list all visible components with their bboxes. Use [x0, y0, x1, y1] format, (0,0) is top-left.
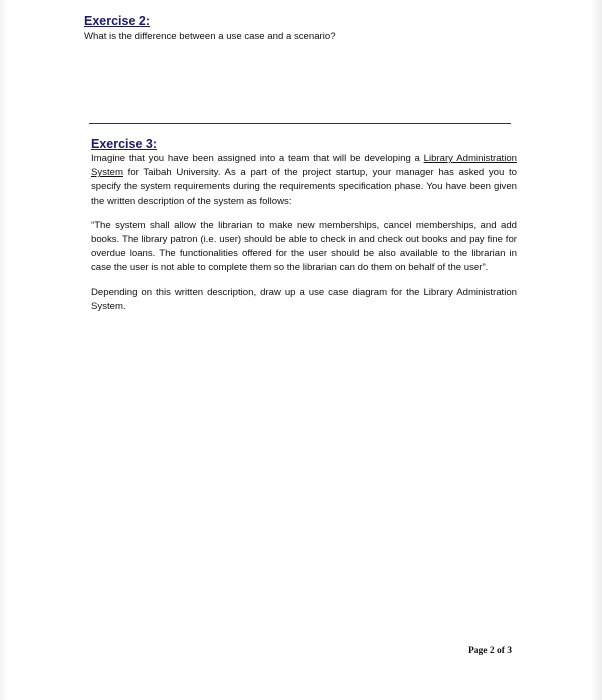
intro-text-end: for Taibah University. As a part of the project startup, your manager has asked you to specify the system requirements during the requirements specification phase. You have been given the written description of the system as follows:	[91, 167, 517, 207]
page-number: Page 2 of 3	[468, 646, 513, 656]
exercise-2-question: What is the difference between a use case and a scenario?	[84, 31, 336, 42]
intro-text-start: Imagine that you have been assigned into a team that will be developing a	[91, 153, 424, 164]
exercise-2-section	[84, 14, 524, 43]
exercise-3-section	[91, 137, 517, 314]
answer-divider-line	[89, 123, 511, 124]
exercise-3-intro	[91, 152, 517, 209]
exercise-3-heading: Exercise 3:	[91, 137, 158, 151]
library-system-link[interactable]: Library Administration System	[91, 153, 517, 179]
exercise-2-heading: Exercise 2:	[84, 14, 151, 28]
system-description-quote: “The system shall allow the librarian to make new memberships, cancel memberships, and add books. The library patron (i.e. user) should be able to check in and check out books and pay fine for overdue loans. The functionalities offered for the user should be also available to the librarian in case the user is not able to complete them so the librarian can do them on behalf of the user”.	[91, 219, 517, 274]
exercise-3-task: Depending on this written description, draw up a use case diagram for the Library Administration System.	[91, 286, 517, 312]
